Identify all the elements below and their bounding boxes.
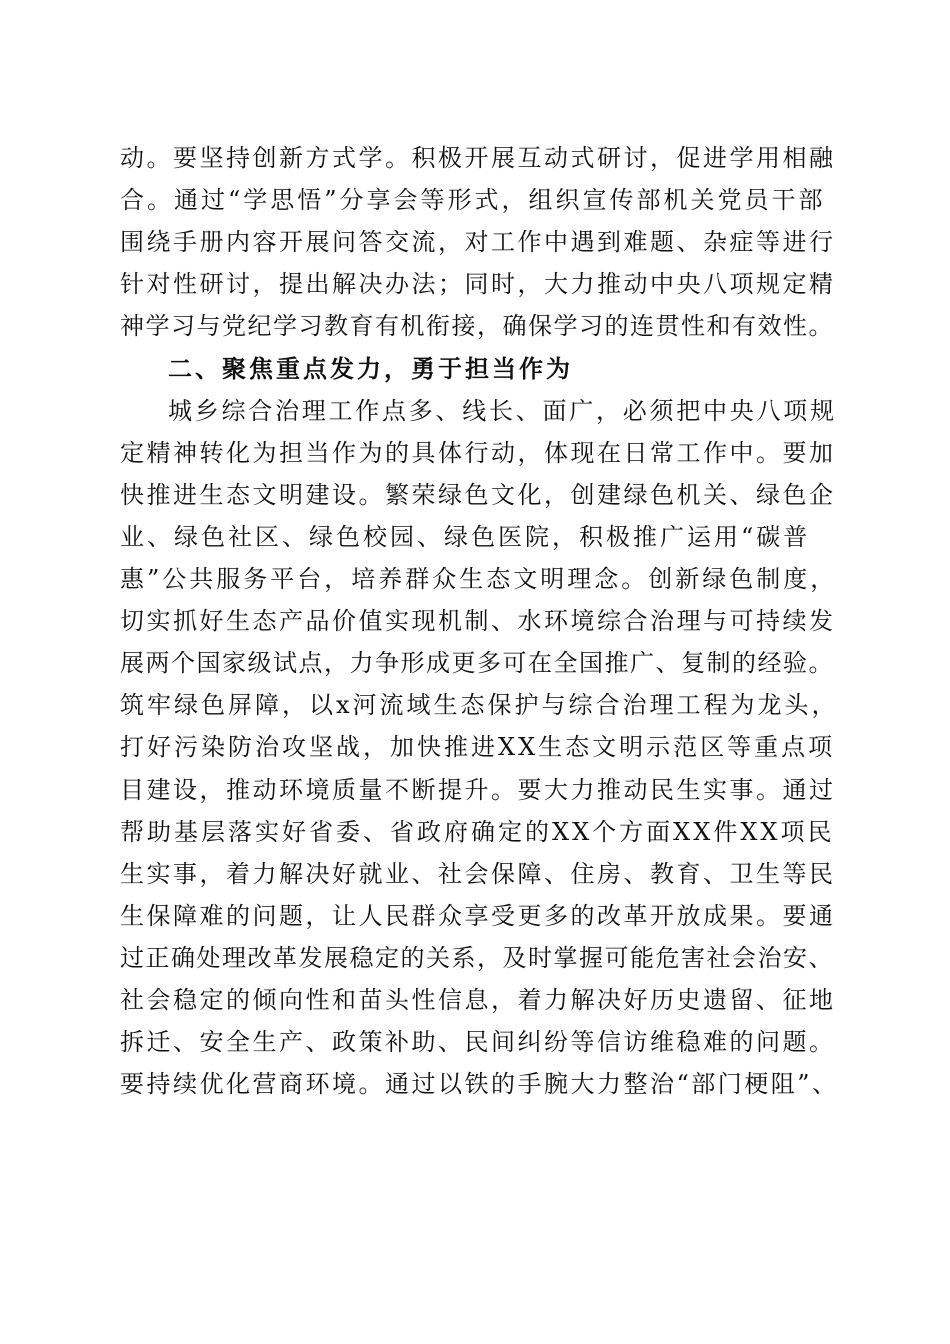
paragraph-line: 社会稳定的倾向性和苗头性信息，着力解决好历史遗留、征地 <box>120 986 836 1014</box>
paragraph-line: 拆迁、安全生产、政策补助、民间纠纷等信访维稳难的问题。 <box>120 1028 836 1057</box>
paragraph-line: 合。通过“学思悟”分享会等形式，组织宣传部机关党员干部 <box>120 186 826 215</box>
paragraph-line: 打好污染防治攻坚战，加快推进XX生态文明示范区等重点项 <box>120 733 836 762</box>
paragraph-line: 筑牢绿色屏障，以x河流域生态保护与综合治理工程为龙头， <box>120 691 839 720</box>
paragraph-line: 快推进生态文明建设。繁荣绿色文化，创建绿色机关、绿色企 <box>120 480 836 509</box>
paragraph-line: 针对性研讨，提出解决办法；同时，大力推动中央八项规定精 <box>120 270 836 299</box>
paragraph-line: 城乡综合治理工作点多、线长、面广，必须把中央八项规 <box>168 396 837 425</box>
paragraph-line: 帮助基层落实好省委、省政府确定的XX个方面XX件XX项民 <box>120 817 835 846</box>
paragraph-line: 要持续优化营商环境。通过以铁的手腕大力整治“部门梗阻”、 <box>120 1070 839 1099</box>
section-heading: 二、聚焦重点发力，勇于担当作为 <box>168 354 573 383</box>
paragraph-line: 惠”公共服务平台，培养群众生态文明理念。创新绿色制度， <box>120 565 838 593</box>
paragraph-line: 动。要坚持创新方式学。积极开展互动式研讨，促进学用相融 <box>120 144 836 172</box>
paragraph-line: 目建设，推动环境质量不断提升。要大力推动民生实事。通过 <box>120 775 836 804</box>
paragraph-line: 围绕手册内容开展问答交流，对工作中遇到难题、杂症等进行 <box>120 228 836 257</box>
paragraph-line: 业、绿色社区、绿色校园、绿色医院，积极推广运用“碳普 <box>120 522 811 551</box>
paragraph-line: 生实事，着力解决好就业、社会保障、住房、教育、卫生等民 <box>120 859 836 888</box>
paragraph-line: 展两个国家级试点，力争形成更多可在全国推广、复制的经验。 <box>120 649 834 678</box>
paragraph-line: 定精神转化为担当作为的具体行动，体现在日常工作中。要加 <box>120 438 836 467</box>
paragraph-line: 神学习与党纪学习教育有机衔接，确保学习的连贯性和有效性。 <box>120 312 834 341</box>
paragraph-line: 切实抓好生态产品价值实现机制、水环境综合治理与可持续发 <box>120 607 836 636</box>
paragraph-line: 生保障难的问题，让人民群众享受更多的改革开放成果。要通 <box>120 901 836 930</box>
paragraph-line: 过正确处理改革发展稳定的关系，及时掌握可能危害社会治安、 <box>120 943 834 972</box>
